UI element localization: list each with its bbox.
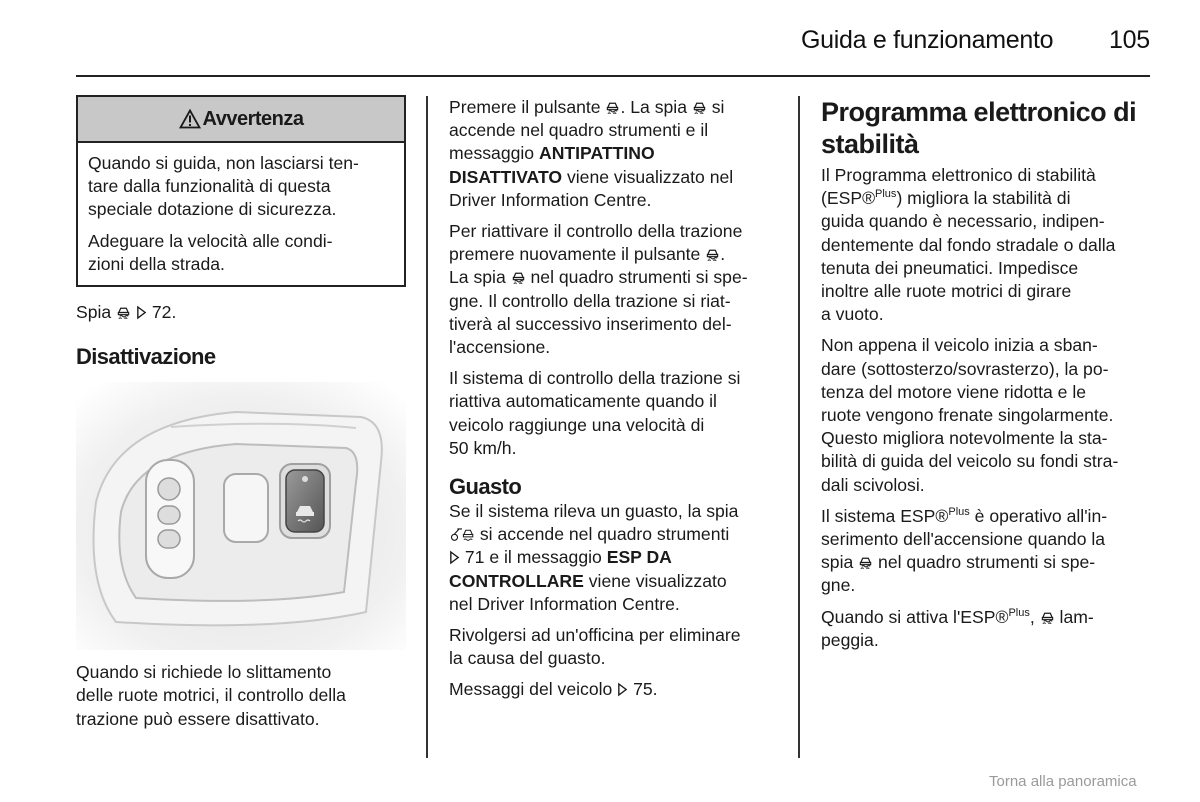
- warning-header: [78, 97, 404, 143]
- text-span: Se il sistema rileva un guasto, la spia: [449, 501, 739, 522]
- traction-switch-illustration: [76, 382, 406, 650]
- column-divider-1: [426, 96, 428, 758]
- esp-off-icon: [1040, 610, 1055, 625]
- text-span: . La spia: [620, 97, 687, 117]
- reference-arrow-icon: [136, 305, 147, 320]
- text-span: Il sistema ESP®: [821, 505, 949, 526]
- warning-text-1: Quando si guida, non lasciarsi ten- tare dalla funzionalità di questa speciale dotazione di sicurezza.: [88, 153, 359, 220]
- paragraph-auto-reactivate: Il sistema di controllo della trazione si riattiva automaticamente quando il veicolo raggiunge una velocità di 50 km/h.: [449, 368, 741, 458]
- text-span: Messaggi del veicolo: [449, 679, 613, 700]
- heading-guasto: Guasto: [449, 474, 522, 500]
- esp-off-icon: [858, 555, 873, 570]
- text-span: Il Programma elettronico di stabilità (ESP®: [821, 165, 1096, 209]
- warning-body: [78, 143, 404, 285]
- reference-arrow-icon: [449, 550, 460, 565]
- warning-triangle-icon: [179, 109, 201, 129]
- heading-esp: Programma elettronico di stabilità: [821, 97, 1137, 159]
- column-3: [821, 96, 1156, 652]
- paragraph-press-button: [449, 96, 783, 212]
- heading-disattivazione: Disattivazione: [76, 344, 216, 370]
- superscript: Plus: [1008, 606, 1030, 619]
- warning-text-2: Adeguare la velocità alle condi- zioni della strada.: [88, 230, 333, 274]
- superscript: Plus: [948, 505, 970, 518]
- paragraph-esp-operative: [821, 505, 1156, 598]
- text-span: Quando si attiva l'ESP®: [821, 606, 1009, 627]
- warning-title: Avvertenza: [202, 107, 304, 130]
- text-span: lam- peggia.: [821, 606, 1094, 650]
- superscript: Plus: [875, 188, 897, 201]
- text-span: nel quadro strumenti si spe- gne. Il controllo della trazione si riat- tiverà al successivo inserimento del- l'accensione.: [449, 267, 748, 358]
- paragraph-vehicle-messages: [449, 678, 783, 701]
- esp-off-icon: [705, 247, 720, 262]
- text-span: si accende nel quadro strumenti e il messaggio: [449, 97, 725, 164]
- text-span: nel quadro strumenti si spe- gne.: [821, 552, 1096, 596]
- esp-off-icon: [605, 100, 620, 115]
- paragraph-fault: [449, 500, 783, 616]
- page-ref: 75.: [633, 679, 658, 700]
- text-span: . La spia: [449, 244, 726, 288]
- text-span: viene visualizzato nel Driver Information Centre.: [449, 570, 727, 614]
- column-2: [449, 96, 783, 702]
- spia-reference: [76, 301, 406, 324]
- text-span: 71 e il messaggio: [460, 547, 607, 568]
- spia-page-ref: 72.: [151, 302, 177, 323]
- paragraph-skid: Non appena il veicolo inizia a sban- dare (sottosterzo/sovrasterzo), la po- tenza del motore viene ridotta e le ruote vengono frenate singolarmente. Questo migliora notevolmente la sta- bilità di guida del veicolo su fondi stra- dali scivolosi.: [821, 335, 1119, 495]
- message-esp-da-controllare: ESP DA CONTROLLARE: [449, 547, 672, 591]
- paragraph-esp-intro: [821, 164, 1156, 326]
- text-span: ) migliora la stabilità di guida quando è necessario, indipen- dentemente dal fondo stradale o dalla tenuta dei pneumatici. Impedisce inoltre alle ruote motrici di girare a vuoto.: [821, 188, 1116, 325]
- paragraph-reactivate: [449, 220, 783, 359]
- text-span: è operativo all'in- serimento dell'accensione quando la spia: [821, 505, 1108, 573]
- esp-off-icon: [511, 270, 526, 285]
- column-divider-2: [798, 96, 800, 758]
- paragraph-workshop: Rivolgersi ad un'officina per eliminare la causa del guasto.: [449, 625, 741, 669]
- text-span: Per riattivare il controllo della trazione premere nuovamente il pulsante: [449, 221, 743, 265]
- illustration-caption: Quando si richiede lo slittamento delle ruote motrici, il controllo della trazione può essere disattivato.: [76, 662, 346, 729]
- spia-label: Spia: [76, 302, 112, 323]
- header-rule: [76, 75, 1150, 77]
- message-antipattino: ANTIPATTINO DISATTIVATO: [449, 143, 655, 187]
- text-span: si accende nel quadro strumenti: [475, 524, 730, 545]
- page-number: 105: [1109, 26, 1150, 54]
- esp-fault-icon: [449, 527, 475, 542]
- text-span: Premere il pulsante: [449, 97, 601, 117]
- back-to-overview-link[interactable]: Torna alla panoramica: [989, 773, 1137, 790]
- text-span: ,: [1029, 606, 1035, 627]
- esp-off-icon: [116, 305, 131, 320]
- reference-arrow-icon: [617, 682, 628, 697]
- column-1: [76, 95, 406, 731]
- warning-box: [76, 95, 406, 287]
- text-span: viene visualizzato nel Driver Information Centre.: [449, 166, 734, 210]
- esp-off-icon: [692, 100, 707, 115]
- paragraph-esp-flash: [821, 606, 1156, 652]
- running-header-title: Guida e funzionamento: [801, 26, 1054, 54]
